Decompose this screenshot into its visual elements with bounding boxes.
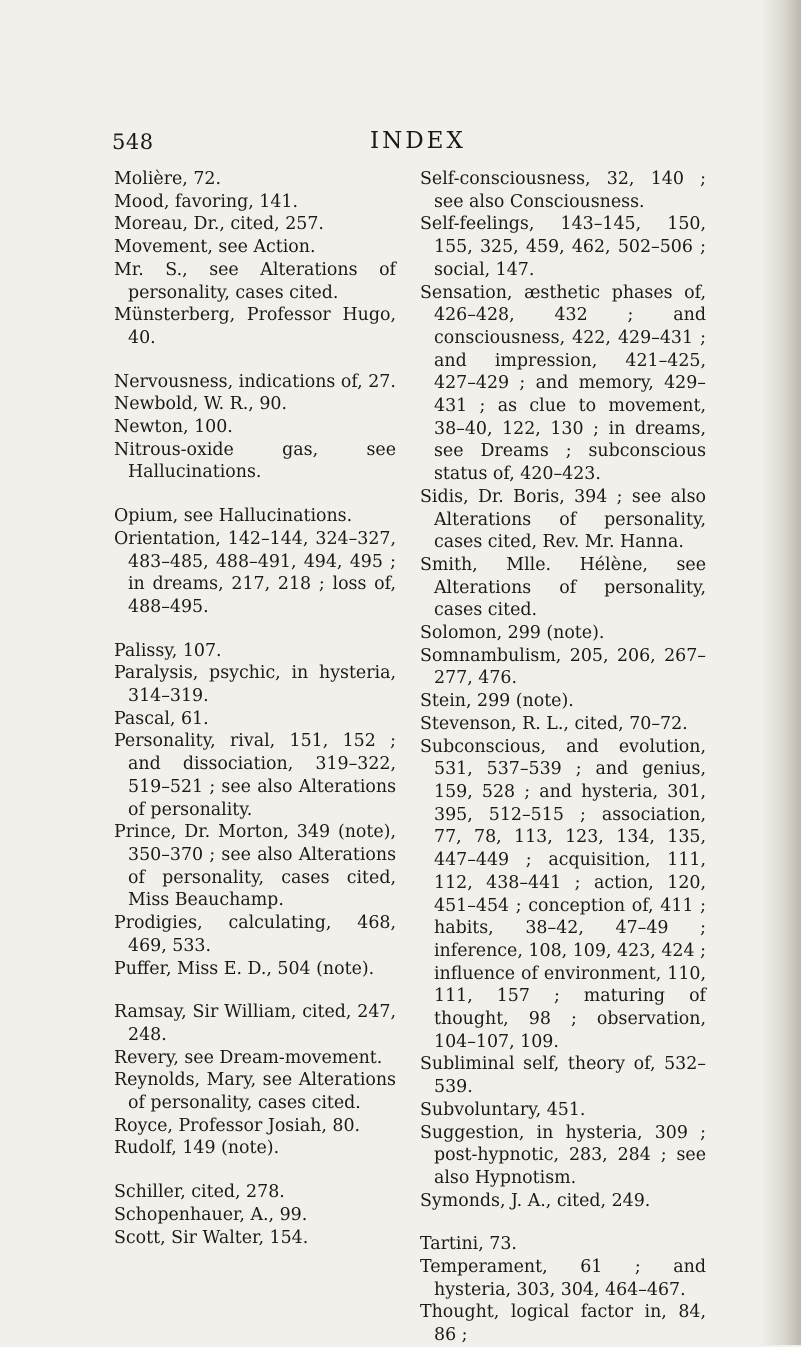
index-entry: Schopenhauer, A., 99. <box>114 1204 308 1225</box>
index-entry: Self-feelings, 143–145, 150, 155, 325, 459, 462, 502–506 ; social, 147. <box>420 214 706 280</box>
index-entry: Moreau, Dr., cited, 257. <box>114 214 324 235</box>
page-edge-shadow <box>761 0 801 1345</box>
index-column-left <box>114 168 396 1249</box>
index-entry: Self-consciousness, 32, 140 ; see also Consciousness. <box>420 169 706 212</box>
index-entry: Mood, favoring, 141. <box>114 191 299 212</box>
index-entry: Prodigies, calculating, 468, 469, 533. <box>114 913 396 956</box>
index-entry: Stevenson, R. L., cited, 70–72. <box>420 713 688 734</box>
index-entry: Paralysis, psychic, in hysteria, 314–319. <box>114 663 396 707</box>
index-entry: Mr. S., see Alterations of personality, cases cited. <box>114 259 396 303</box>
index-entry: Sidis, Dr. Boris, 394 ; see also Alterations of personality, cases cited, Rev. Mr. Hanna. <box>420 486 706 553</box>
index-entry: Sensation, æsthetic phases of, 426–428, 432 ; and consciousness, 422, 429–431 ; and impression, 421–425, 427–429 ; and memory, 429–431 ; as clue to movement, 38–40, 122, 130 ; in dreams, see Dreams ; subconscious status of, 420–423. <box>420 282 706 485</box>
index-entry: Thought, logical factor in, 84, 86 ; <box>420 1302 706 1346</box>
index-entry: Scott, Sir Walter, 154. <box>114 1227 309 1248</box>
index-entry: Opium, see Hallucinations. <box>114 506 353 527</box>
index-entry: Reynolds, Mary, see Alterations of personality, cases cited. <box>114 1070 396 1114</box>
index-entry: Molière, 72. <box>114 169 222 189</box>
index-entry: Pascal, 61. <box>114 708 209 729</box>
index-entry: Rudolf, 149 (note). <box>114 1138 280 1159</box>
index-entry: Palissy, 107. <box>114 640 222 661</box>
index-entry: Somnambulism, 205, 206, 267–277, 476. <box>420 645 706 689</box>
index-entry: Münsterberg, Professor Hugo, 40. <box>114 305 396 348</box>
index-entry: Schiller, cited, 278. <box>114 1182 285 1203</box>
index-entry: Puffer, Miss E. D., 504 (note). <box>114 958 375 979</box>
index-entry: Smith, Mlle. Hélène, see Alterations of personality, cases cited. <box>420 554 706 621</box>
index-entry: Subvoluntary, 451. <box>420 1099 586 1120</box>
section-gap <box>114 350 396 371</box>
index-entry: Nitrous-oxide gas, see Hallucinations. <box>114 439 396 483</box>
page-number: 548 <box>112 130 154 154</box>
index-entry: Royce, Professor Josiah, 80. <box>114 1115 361 1136</box>
section-gap <box>114 980 396 1001</box>
section-gap <box>114 619 396 640</box>
index-entry: Revery, see Dream-movement. <box>114 1047 383 1068</box>
section-gap <box>114 484 396 505</box>
index-entry: Nervousness, indications of, 27. <box>114 371 396 392</box>
index-entry: Movement, see Action. <box>114 237 316 258</box>
index-entry: Tartini, 73. <box>420 1234 517 1255</box>
index-entry: Solomon, 299 (note). <box>420 623 605 644</box>
index-entry: Newbold, W. R., 90. <box>114 394 287 415</box>
page-header <box>0 112 801 152</box>
running-title: INDEX <box>370 128 466 154</box>
index-entry: Prince, Dr. Morton, 349 (note), 350–370 ; see also Alterations of personality, cases cited, Miss Beauchamp. <box>114 822 396 911</box>
index-entry: Subliminal self, theory of, 532–539. <box>420 1054 706 1098</box>
index-entry: Personality, rival, 151, 152 ; and dissociation, 319–322, 519–521 ; see also Alterations of personality. <box>114 731 396 820</box>
index-entry: Stein, 299 (note). <box>420 691 574 712</box>
index-entry: Orientation, 142–144, 324–327, 483–485, 488–491, 494, 495 ; in dreams, 217, 218 ; loss of, 488–495. <box>114 528 396 617</box>
index-entry: Symonds, J. A., cited, 249. <box>420 1190 651 1211</box>
section-gap <box>420 1212 706 1233</box>
index-entry: Temperament, 61 ; and hysteria, 303, 304, 464–467. <box>420 1257 706 1300</box>
index-entry: Newton, 100. <box>114 417 233 438</box>
section-gap <box>114 1160 396 1181</box>
index-entry: Suggestion, in hysteria, 309 ; post-hypnotic, 283, 284 ; see also Hypnotism. <box>420 1122 706 1188</box>
index-column-right <box>420 168 706 1347</box>
index-entry: Ramsay, Sir William, cited, 247, 248. <box>114 1002 396 1045</box>
index-entry: Subconscious, and evolution, 531, 537–539 ; and genius, 159, 528 ; and hysteria, 301, 395, 512–515 ; association, 77, 78, 113, 123, 134, 135, 447–449 ; acquisition, 111, 112, 438–441 ; action, 120, 451–454 ; conception of, 411 ; habits, 38–42, 47–49 ; inference, 108, 109, 423, 424 ; influence of environment, 110, 111, 157 ; maturing of thought, 98 ; observation, 104–107, 109. <box>420 736 706 1052</box>
